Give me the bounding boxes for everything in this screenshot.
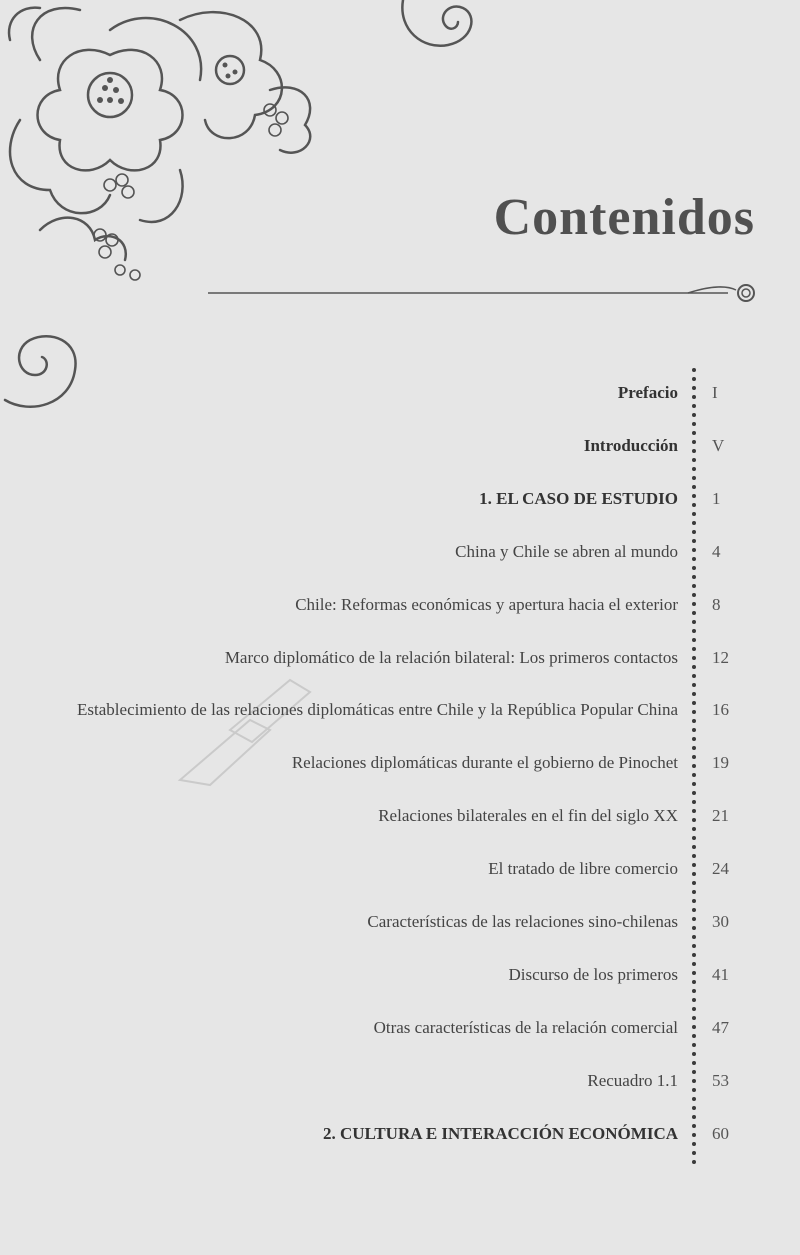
separator-dot <box>692 737 696 741</box>
separator-dot <box>692 674 696 678</box>
separator-dot <box>692 683 696 687</box>
toc-entry-title: 2. CULTURA E INTERACCIÓN ECONÓMICA <box>323 1123 678 1143</box>
toc-entry-page: 21 <box>712 806 729 826</box>
toc-entry-page: 8 <box>712 594 721 614</box>
separator-dot <box>692 1160 696 1164</box>
toc-entry-title: Recuadro 1.1 <box>587 1070 678 1090</box>
separator-dot <box>692 791 696 795</box>
toc-entry-title: Prefacio <box>617 383 678 402</box>
separator-dot <box>692 584 696 588</box>
toc-entry[interactable] <box>0 590 800 620</box>
toc-entry[interactable] <box>0 1119 800 1149</box>
toc-entry[interactable] <box>0 960 800 990</box>
toc-entry[interactable] <box>0 801 800 831</box>
toc-entry-page: 53 <box>712 1070 729 1090</box>
spiral-ornament-icon <box>398 0 478 55</box>
separator-dot <box>692 476 696 480</box>
toc-entry[interactable] <box>0 1013 800 1043</box>
toc-entry-title: El tratado de libre comercio <box>488 859 678 879</box>
toc-entry[interactable] <box>0 1066 800 1096</box>
toc-entry-title: Relaciones bilaterales en el fin del siglo XX <box>378 806 678 826</box>
separator-dot <box>692 422 696 426</box>
toc-entry-title: Discurso de los primeros <box>508 964 678 984</box>
separator-dot <box>692 1007 696 1011</box>
toc-entry-page: 4 <box>712 541 721 561</box>
separator-dot <box>692 530 696 534</box>
toc-entry-page: 16 <box>712 700 729 720</box>
toc-entry-title: Marco diplomático de la relación bilateral: Los primeros contactos <box>224 647 678 667</box>
toc-entry-title: Establecimiento de las relaciones diplomáticas entre Chile y la República Popular China <box>77 700 678 720</box>
toc-entry-title: Otras características de la relación comercial <box>373 1017 678 1037</box>
toc-entry[interactable] <box>0 748 800 778</box>
toc-entry-page: 41 <box>712 964 729 984</box>
separator-dot <box>692 521 696 525</box>
separator-dot <box>692 467 696 471</box>
toc-entry-page: I <box>712 383 718 402</box>
toc-entry[interactable] <box>0 854 800 884</box>
toc-entry-page: 12 <box>712 647 729 667</box>
toc-entry-title: China y Chile se abren al mundo <box>455 541 678 561</box>
separator-dot <box>692 638 696 642</box>
toc-entry-page: 47 <box>712 1017 729 1037</box>
toc-entry[interactable] <box>0 695 800 725</box>
toc-entry[interactable] <box>0 378 800 408</box>
separator-dot <box>692 1052 696 1056</box>
toc-entry-page: 24 <box>712 859 729 879</box>
separator-dot <box>692 890 696 894</box>
toc-entry-title: Chile: Reformas económicas y apertura hacia el exterior <box>295 594 678 614</box>
separator-dot <box>692 728 696 732</box>
toc-entry-page: 1 <box>712 488 721 508</box>
toc-entry-title: Características de las relaciones sino-chilenas <box>367 912 678 931</box>
page-title: Contenidos <box>493 189 755 246</box>
toc-entry-title: 1. EL CASO DE ESTUDIO <box>479 488 678 508</box>
separator-dot <box>692 368 696 372</box>
toc-entry[interactable] <box>0 537 800 567</box>
toc-entry-page: 60 <box>712 1123 729 1143</box>
separator-dot <box>692 1061 696 1065</box>
separator-dot <box>692 836 696 840</box>
separator-dot <box>692 575 696 579</box>
separator-dot <box>692 629 696 633</box>
title-divider <box>208 280 768 306</box>
separator-dot <box>692 1151 696 1155</box>
toc-entry[interactable] <box>0 643 800 673</box>
toc-entry-title: Relaciones diplomáticas durante el gobierno de Pinochet <box>291 753 678 773</box>
separator-dot <box>692 1043 696 1047</box>
separator-dot <box>692 953 696 957</box>
separator-dot <box>692 944 696 948</box>
toc-entry[interactable] <box>0 484 800 514</box>
toc-entry-page: 30 <box>712 912 729 931</box>
separator-dot <box>692 845 696 849</box>
toc-entry[interactable] <box>0 907 800 937</box>
toc-entry-page: 19 <box>712 753 729 773</box>
toc-entry[interactable] <box>0 431 800 461</box>
separator-dot <box>692 1097 696 1101</box>
separator-dot <box>692 1106 696 1110</box>
separator-dot <box>692 413 696 417</box>
separator-dot <box>692 620 696 624</box>
toc-entry-page: V <box>712 435 725 455</box>
floral-ornament-icon <box>0 0 330 300</box>
separator-dot <box>692 998 696 1002</box>
separator-dot <box>692 899 696 903</box>
separator-dot <box>692 782 696 786</box>
toc-entry-title: Introducción <box>583 435 678 455</box>
